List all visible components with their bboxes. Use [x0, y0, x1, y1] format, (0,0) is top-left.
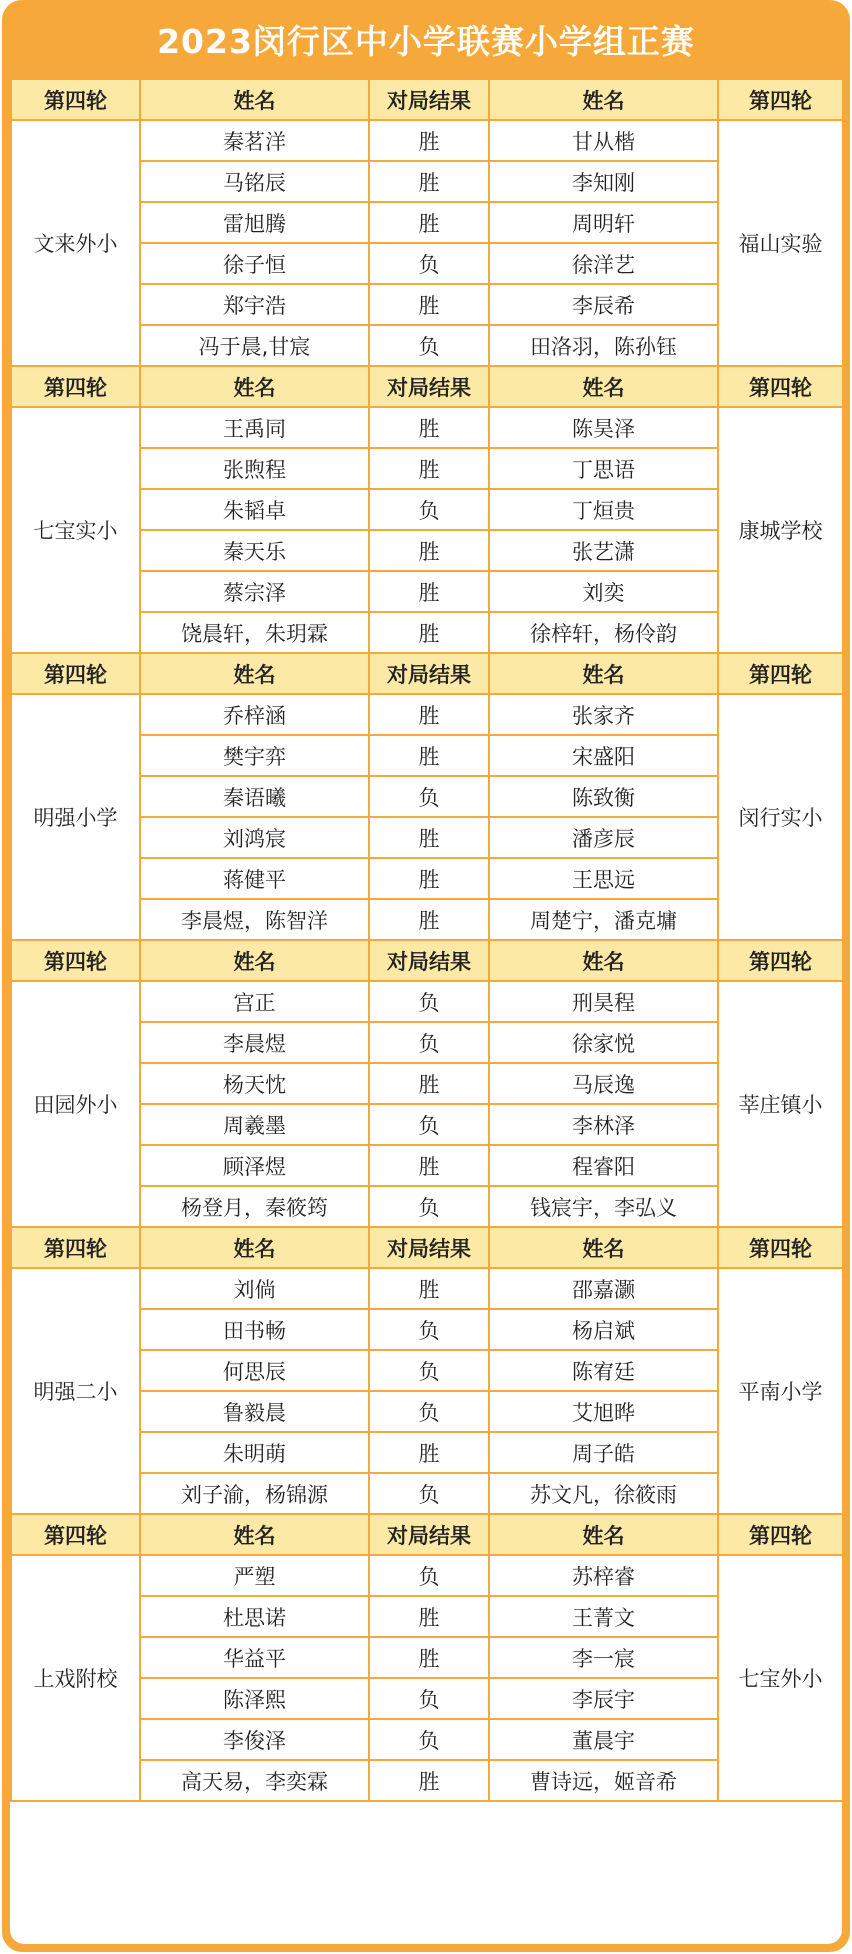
match-result: 胜: [369, 407, 489, 448]
page-title: 2023闵行区中小学联赛小学组正赛: [157, 21, 695, 61]
left-player-name: 李晨煜，陈智洋: [140, 899, 369, 940]
left-player-name: 刘子渝，杨锦源: [140, 1473, 369, 1514]
left-player-name: 严塑: [140, 1555, 369, 1596]
match-result: 负: [369, 1555, 489, 1596]
right-player-name: 徐洋艺: [489, 243, 718, 284]
match-result: 胜: [369, 1268, 489, 1309]
match-result: 负: [369, 1022, 489, 1063]
left-player-name: 秦天乐: [140, 530, 369, 571]
right-school: 平南小学: [718, 1268, 842, 1514]
result-header: 对局结果: [369, 79, 489, 120]
round-header-left: 第四轮: [11, 653, 140, 694]
round-header-right: 第四轮: [718, 940, 842, 981]
left-player-name: 杨天忱: [140, 1063, 369, 1104]
result-header: 对局结果: [369, 366, 489, 407]
right-player-name: 李一宸: [489, 1637, 718, 1678]
match-result: 负: [369, 1350, 489, 1391]
left-player-name: 顾泽煜: [140, 1145, 369, 1186]
left-player-name: 周羲墨: [140, 1104, 369, 1145]
match-result: 负: [369, 1186, 489, 1227]
name-header-right: 姓名: [489, 940, 718, 981]
round-header-left: 第四轮: [11, 79, 140, 120]
match-result: 胜: [369, 571, 489, 612]
right-player-name: 宋盛阳: [489, 735, 718, 776]
right-player-name: 苏梓睿: [489, 1555, 718, 1596]
left-school: 明强二小: [11, 1268, 140, 1514]
match-row: [11, 407, 842, 448]
round-header-right: 第四轮: [718, 653, 842, 694]
right-player-name: 苏文凡，徐筱雨: [489, 1473, 718, 1514]
right-player-name: 刘奕: [489, 571, 718, 612]
right-player-name: 丁思语: [489, 448, 718, 489]
header-row: [11, 940, 842, 981]
right-player-name: 甘从楷: [489, 120, 718, 161]
left-player-name: 郑宇浩: [140, 284, 369, 325]
round-header-left: 第四轮: [11, 940, 140, 981]
name-header-right: 姓名: [489, 653, 718, 694]
header-row: [11, 79, 842, 120]
left-player-name: 乔梓涵: [140, 694, 369, 735]
match-result: 胜: [369, 612, 489, 653]
match-result: 胜: [369, 735, 489, 776]
match-result: 负: [369, 325, 489, 366]
left-player-name: 秦茗洋: [140, 120, 369, 161]
match-result: 负: [369, 1473, 489, 1514]
match-result: 胜: [369, 530, 489, 571]
name-header-right: 姓名: [489, 1514, 718, 1555]
left-player-name: 樊宇弈: [140, 735, 369, 776]
right-player-name: 田洛羽，陈孙钰: [489, 325, 718, 366]
right-player-name: 邵嘉灏: [489, 1268, 718, 1309]
left-player-name: 陈泽熙: [140, 1678, 369, 1719]
left-player-name: 王禹同: [140, 407, 369, 448]
results-table: [10, 78, 842, 1802]
match-result: 胜: [369, 1596, 489, 1637]
match-result: 负: [369, 776, 489, 817]
header-row: [11, 366, 842, 407]
right-player-name: 艾旭晔: [489, 1391, 718, 1432]
left-player-name: 杨登月，秦筱筠: [140, 1186, 369, 1227]
right-player-name: 陈昊泽: [489, 407, 718, 448]
name-header-right: 姓名: [489, 79, 718, 120]
left-player-name: 刘鸿宸: [140, 817, 369, 858]
round-header-right: 第四轮: [718, 366, 842, 407]
round-header-left: 第四轮: [11, 1227, 140, 1268]
match-row: [11, 1268, 842, 1309]
left-school: 文来外小: [11, 120, 140, 366]
left-player-name: 李俊泽: [140, 1719, 369, 1760]
left-player-name: 张煦程: [140, 448, 369, 489]
result-header: 对局结果: [369, 1514, 489, 1555]
right-school: 福山实验: [718, 120, 842, 366]
left-player-name: 鲁毅晨: [140, 1391, 369, 1432]
header-row: [11, 653, 842, 694]
match-result: 胜: [369, 858, 489, 899]
match-result: 胜: [369, 694, 489, 735]
match-result: 负: [369, 489, 489, 530]
right-player-name: 李辰宇: [489, 1678, 718, 1719]
right-player-name: 王菁文: [489, 1596, 718, 1637]
round-header-left: 第四轮: [11, 366, 140, 407]
name-header-left: 姓名: [140, 366, 369, 407]
right-player-name: 周子皓: [489, 1432, 718, 1473]
right-school: 闵行实小: [718, 694, 842, 940]
left-player-name: 朱韬卓: [140, 489, 369, 530]
name-header-left: 姓名: [140, 79, 369, 120]
match-result: 胜: [369, 1637, 489, 1678]
name-header-right: 姓名: [489, 1227, 718, 1268]
match-result: 胜: [369, 1145, 489, 1186]
match-row: [11, 694, 842, 735]
right-school: 莘庄镇小: [718, 981, 842, 1227]
left-player-name: 杜思诺: [140, 1596, 369, 1637]
match-result: 负: [369, 1719, 489, 1760]
right-player-name: 杨启斌: [489, 1309, 718, 1350]
results-table-container: [10, 78, 842, 1944]
result-header: 对局结果: [369, 1227, 489, 1268]
right-player-name: 钱宸宇，李弘义: [489, 1186, 718, 1227]
left-player-name: 饶晨轩，朱玥霖: [140, 612, 369, 653]
header-row: [11, 1227, 842, 1268]
right-player-name: 刑昊程: [489, 981, 718, 1022]
left-player-name: 马铭辰: [140, 161, 369, 202]
right-player-name: 王思远: [489, 858, 718, 899]
name-header-left: 姓名: [140, 1514, 369, 1555]
left-player-name: 李晨煜: [140, 1022, 369, 1063]
name-header-left: 姓名: [140, 1227, 369, 1268]
match-result: 负: [369, 1104, 489, 1145]
match-result: 胜: [369, 899, 489, 940]
match-result: 负: [369, 1391, 489, 1432]
right-player-name: 潘彦辰: [489, 817, 718, 858]
left-player-name: 秦语曦: [140, 776, 369, 817]
right-player-name: 李林泽: [489, 1104, 718, 1145]
right-player-name: 陈宥廷: [489, 1350, 718, 1391]
match-result: 负: [369, 1678, 489, 1719]
header-row: [11, 1514, 842, 1555]
left-player-name: 朱明萌: [140, 1432, 369, 1473]
left-player-name: 蔡宗泽: [140, 571, 369, 612]
match-result: 胜: [369, 120, 489, 161]
match-row: [11, 1555, 842, 1596]
right-player-name: 李知刚: [489, 161, 718, 202]
left-player-name: 蒋健平: [140, 858, 369, 899]
left-player-name: 宫正: [140, 981, 369, 1022]
match-result: 胜: [369, 202, 489, 243]
right-player-name: 丁烜贵: [489, 489, 718, 530]
left-player-name: 何思辰: [140, 1350, 369, 1391]
round-header-right: 第四轮: [718, 1514, 842, 1555]
match-result: 胜: [369, 1063, 489, 1104]
right-player-name: 周楚宁，潘克墉: [489, 899, 718, 940]
left-player-name: 刘倘: [140, 1268, 369, 1309]
right-player-name: 张艺潇: [489, 530, 718, 571]
match-row: [11, 981, 842, 1022]
name-header-left: 姓名: [140, 940, 369, 981]
name-header-right: 姓名: [489, 366, 718, 407]
results-frame: [2, 0, 850, 1952]
result-header: 对局结果: [369, 940, 489, 981]
right-player-name: 董晨宇: [489, 1719, 718, 1760]
right-player-name: 程睿阳: [489, 1145, 718, 1186]
left-player-name: 冯于晨,甘宸: [140, 325, 369, 366]
round-header-right: 第四轮: [718, 1227, 842, 1268]
round-header-left: 第四轮: [11, 1514, 140, 1555]
left-school: 田园外小: [11, 981, 140, 1227]
right-player-name: 曹诗远，姬音希: [489, 1760, 718, 1801]
left-player-name: 高天易，李奕霖: [140, 1760, 369, 1801]
match-result: 负: [369, 981, 489, 1022]
right-school: 七宝外小: [718, 1555, 842, 1801]
right-player-name: 徐家悦: [489, 1022, 718, 1063]
left-player-name: 田书畅: [140, 1309, 369, 1350]
match-result: 负: [369, 243, 489, 284]
right-player-name: 陈致衡: [489, 776, 718, 817]
right-player-name: 张家齐: [489, 694, 718, 735]
match-result: 胜: [369, 448, 489, 489]
left-school: 七宝实小: [11, 407, 140, 653]
left-school: 上戏附校: [11, 1555, 140, 1801]
match-result: 负: [369, 1309, 489, 1350]
match-result: 胜: [369, 1760, 489, 1801]
name-header-left: 姓名: [140, 653, 369, 694]
left-school: 明强小学: [11, 694, 140, 940]
left-player-name: 华益平: [140, 1637, 369, 1678]
right-player-name: 马辰逸: [489, 1063, 718, 1104]
match-row: [11, 120, 842, 161]
left-player-name: 雷旭腾: [140, 202, 369, 243]
right-player-name: 徐梓轩，杨伶韵: [489, 612, 718, 653]
right-school: 康城学校: [718, 407, 842, 653]
result-header: 对局结果: [369, 653, 489, 694]
round-header-right: 第四轮: [718, 79, 842, 120]
right-player-name: 周明轩: [489, 202, 718, 243]
match-result: 胜: [369, 284, 489, 325]
left-player-name: 徐子恒: [140, 243, 369, 284]
match-result: 胜: [369, 1432, 489, 1473]
match-result: 胜: [369, 161, 489, 202]
match-result: 胜: [369, 817, 489, 858]
right-player-name: 李辰希: [489, 284, 718, 325]
